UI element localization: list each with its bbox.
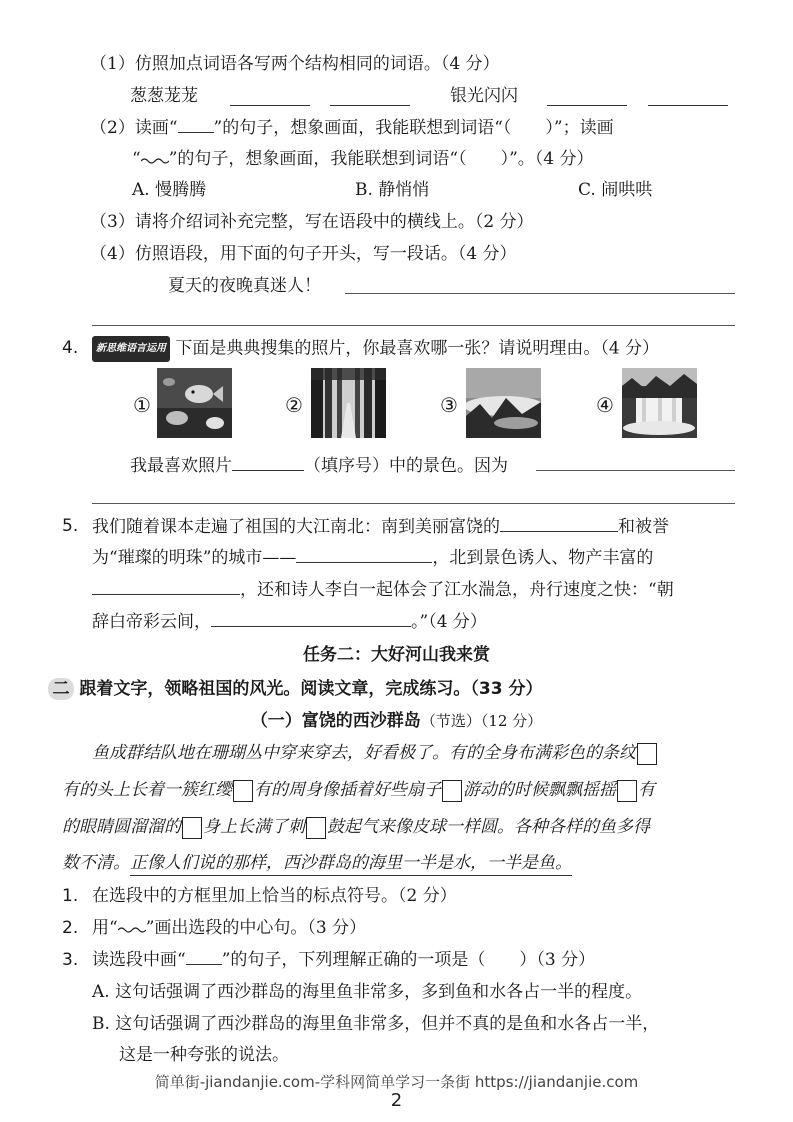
q3-sub2-p1: 读画“: [134, 118, 178, 138]
passage-p2b: 有的周身像插着好些扇子: [254, 780, 441, 800]
mountain-photo-icon[interactable]: [466, 368, 541, 438]
answer-blank-1[interactable]: [230, 88, 310, 106]
q4-line: [92, 336, 659, 362]
q5-l3: ，还和诗人李白一起体会了江水湍急，舟行速度之快：“朝: [240, 580, 674, 600]
passage-p3b: 身上长满了刺: [203, 817, 305, 837]
option-c[interactable]: [578, 178, 652, 202]
q3-sub2-num: （2）: [90, 118, 135, 138]
waterfall-photo-icon[interactable]: [622, 368, 697, 438]
ex2-line: [92, 916, 366, 940]
q3-sub4-text: 仿照语段，用下面的句子开头，写一段话。（4 分）: [134, 244, 517, 264]
punct-box-5[interactable]: [182, 817, 202, 839]
example-word-2-wrap: [450, 84, 518, 108]
punct-box-1[interactable]: [637, 743, 657, 765]
answer-blank-2[interactable]: [330, 88, 410, 106]
reading1-title-line: [0, 709, 793, 733]
photo-number-blank[interactable]: [232, 453, 304, 471]
ex3-num: 3.: [62, 950, 79, 970]
q4-text: 下面是典典搜集的照片，你最喜欢哪一张？请说明理由。（4 分）: [175, 338, 660, 359]
ex3-p2: ”的句子，下列理解正确的一项是（ ）（3 分）: [221, 950, 596, 970]
photo-4-label: ④: [596, 393, 614, 417]
q5-line4: [92, 609, 487, 634]
ex3-line: [92, 948, 595, 972]
section2-heading: [48, 677, 542, 701]
option-b[interactable]: [355, 178, 429, 202]
q3-sub4-start: [168, 274, 321, 298]
footer-watermark: 简单街-jiandanjie.com-学科网简单学习一条街 https://jiandanjie.com: [154, 1073, 639, 1091]
q5-blank-4[interactable]: [211, 609, 411, 627]
q3-sub2-line2: [132, 147, 594, 171]
section2-mark: 二: [48, 678, 74, 700]
ex2-p1: 用“: [92, 918, 118, 938]
reason-line-2[interactable]: [92, 503, 735, 504]
ex3-p1: 读选段中画“: [92, 950, 186, 970]
punct-box-2[interactable]: [233, 780, 253, 802]
passage-underlined-sentence: 正像人们说的那样，西沙群岛的海里一半是水，一半是鱼。: [130, 853, 572, 876]
fish-photo-icon[interactable]: [157, 368, 232, 438]
writing-line-1[interactable]: [345, 293, 735, 294]
ex3-option-b-cont: 这是一种夸张的说法。: [119, 1045, 289, 1065]
q5-blank-1[interactable]: [500, 514, 618, 532]
passage-line-3: [62, 815, 650, 839]
reading1-title: （一）富饶的西沙群岛: [250, 711, 421, 731]
punct-box-3[interactable]: [442, 780, 462, 802]
q5-l2b: ，北到景色诱人、物产丰富的: [432, 548, 654, 568]
q4-answer-p1: 我最喜欢照片: [130, 456, 232, 476]
q3-sub2b-p1: “: [132, 149, 141, 169]
q5-blank-2[interactable]: [296, 545, 432, 563]
q5-l4b: 。”（4 分）: [411, 612, 487, 632]
photo-2-label: ②: [285, 393, 303, 417]
q3-sub1-words: [130, 84, 198, 108]
q5-line2: [92, 545, 653, 570]
option-a-label: A. 慢腾腾: [132, 180, 207, 200]
q5-line3: [92, 577, 674, 602]
q3-sub1-text: 仿照加点词语各写两个结构相同的词语。（4 分）: [134, 54, 500, 74]
passage-line-4: [62, 851, 572, 875]
passage-p4a: 数不清。: [62, 853, 130, 873]
answer-blank-3[interactable]: [547, 88, 627, 106]
ex1-num: 1.: [62, 886, 79, 906]
q5-num: 5.: [62, 516, 79, 536]
photo-3-label: ③: [440, 393, 458, 417]
q3-sub3-num: （3）: [90, 212, 135, 232]
example-word-2: 银光闪闪: [450, 86, 518, 106]
passage-p2d: 有: [638, 780, 655, 800]
example-word-1: 葱葱茏茏: [130, 86, 198, 106]
q4-answer-p2: （填序号）中的景色。因为: [304, 456, 508, 476]
q5-l1b: 和被誉: [618, 517, 669, 537]
option-a[interactable]: [132, 178, 206, 202]
passage-line-2: [62, 778, 655, 802]
wavy-line-icon: [141, 155, 169, 165]
underline-mark: [186, 951, 222, 965]
q3-sub4-num: （4）: [90, 244, 135, 264]
passage-p3c: 鼓起气来像皮球一样圆。各种各样的鱼多得: [327, 817, 650, 837]
ex3-option-b[interactable]: B. 这句话强调了西沙群岛的海里鱼非常多，但并不真的是鱼和水各占一半，: [92, 1014, 660, 1034]
ex3-option-a[interactable]: A. 这句话强调了西沙群岛的海里鱼非常多，多到鱼和水各占一半的程度。: [92, 982, 643, 1002]
punct-box-6[interactable]: [306, 817, 326, 839]
ex1-text: 在选段中的方框里加上恰当的标点符号。（2 分）: [92, 886, 457, 906]
q4-badge: 新思维语言运用: [92, 336, 170, 362]
q3-sub4: [90, 242, 517, 266]
q5-blank-3[interactable]: [92, 577, 240, 595]
passage-p1: 鱼成群结队地在珊瑚丛中穿来穿去，好看极了。有的全身布满彩色的条纹: [92, 743, 636, 763]
writing-line-2[interactable]: [92, 325, 735, 326]
page-number: 2: [390, 1090, 403, 1111]
reading1-note: （节选）（12 分）: [420, 712, 543, 730]
wavy-line-icon: [118, 924, 146, 934]
q5-line1: [92, 514, 669, 539]
option-b-label: B. 静悄悄: [355, 180, 430, 200]
forest-photo-icon[interactable]: [311, 368, 386, 438]
task2-title: 任务二：大好河山我来赏: [303, 645, 490, 665]
q5-l1a: 我们随着课本走遍了祖国的大江南北：南到美丽富饶的: [92, 517, 500, 537]
q3-sub4-start-text: 夏天的夜晚真迷人！: [168, 276, 321, 296]
passage-line-1: [92, 741, 658, 765]
q5-l2a: 为“璀璨的明珠”的城市——: [92, 548, 297, 568]
q5-l4a: 辞白帝彩云间，: [92, 612, 211, 632]
passage-p2c: 游动的时候飘飘摇摇: [463, 780, 616, 800]
passage-p2a: 有的头上长着一簇红缨: [62, 780, 232, 800]
q3-sub1-num: （1）: [90, 54, 135, 74]
answer-blank-4[interactable]: [648, 88, 728, 106]
underline-mark: [178, 119, 214, 133]
q4-num: 4.: [62, 338, 79, 358]
q3-sub2-p2: ”的句子，想象画面，我能联想到词语“（ ）”；读画: [213, 118, 614, 138]
section2-text: 跟着文字，领略祖国的风光。阅读文章，完成练习。（33 分）: [79, 679, 543, 699]
ex2-p2: ”画出选段的中心句。（3 分）: [145, 918, 367, 938]
q3-sub3-text: 请将介绍词补充完整，写在语段中的横线上。（2 分）: [134, 212, 534, 232]
q4-answer-line: [130, 453, 508, 478]
passage-p3a: 的眼睛圆溜溜的: [62, 817, 181, 837]
q3-sub2b-p2: ”的句子，想象画面，我能联想到词语“（ ）”。（4 分）: [168, 149, 594, 169]
q3-sub2-line1: [90, 116, 614, 140]
reason-line-1[interactable]: [536, 470, 735, 471]
punct-box-4[interactable]: [617, 780, 637, 802]
photo-1-label: ①: [133, 393, 151, 417]
q3-sub1: [90, 52, 500, 76]
ex2-num: 2.: [62, 918, 79, 938]
option-c-label: C. 闹哄哄: [578, 180, 653, 200]
q3-sub3: [90, 210, 534, 234]
